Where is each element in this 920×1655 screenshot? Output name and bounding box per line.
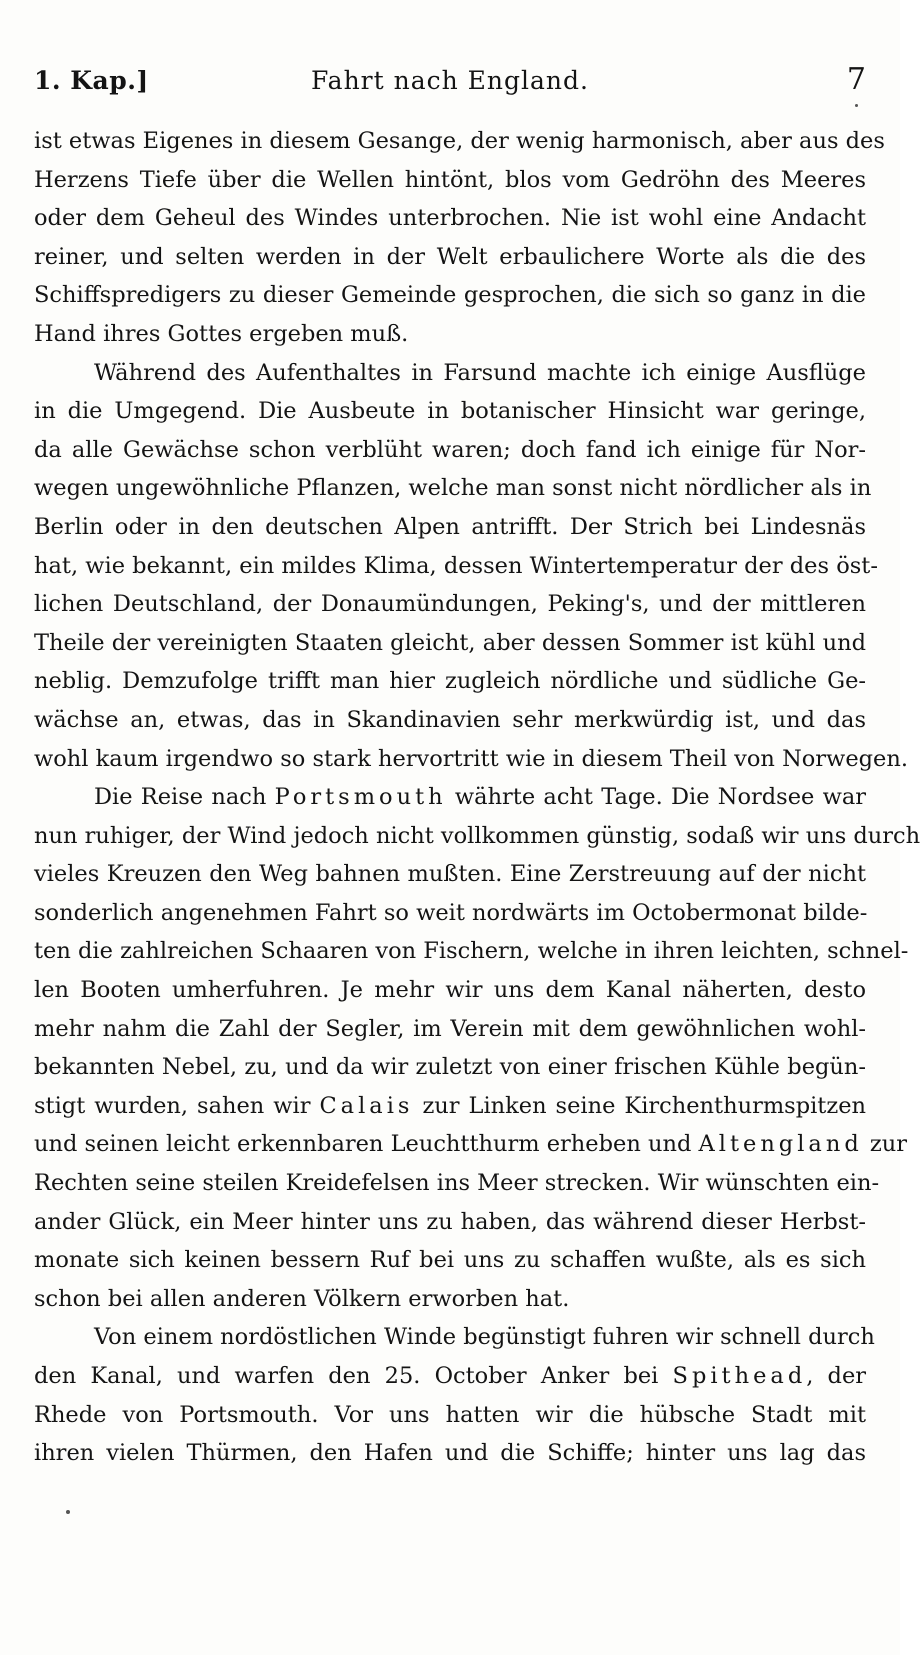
print-speck xyxy=(855,104,858,107)
text-segment: , der xyxy=(806,1363,867,1389)
text-line: bekannten Nebel, zu, und da wir zuletzt von einer frischen Kühle begün- xyxy=(34,1054,866,1081)
print-speck xyxy=(66,1510,70,1514)
body-text xyxy=(34,122,920,1473)
text-line: Von einem nordöstlichen Winde begünstigt fuhren wir schnell durch xyxy=(94,1324,875,1351)
text-line: wächse an, etwas, das in Skandinavien sehr merkwürdig ist, und das xyxy=(34,706,866,733)
page-number: 7 xyxy=(846,62,866,97)
spaced-place-name: Portsmouth xyxy=(274,784,447,811)
text-line: lichen Deutschland, der Donaumündungen, Peking's, und der mittleren xyxy=(34,591,866,618)
text-line xyxy=(34,778,866,817)
spaced-place-name: Calais xyxy=(319,1092,414,1119)
text-line: in die Umgegend. Die Ausbeute in botanischer Hinsicht war geringe, xyxy=(34,398,866,425)
text-line: schon bei allen anderen Völkern erworben hat. xyxy=(34,1285,570,1312)
text-line xyxy=(34,1087,866,1126)
text-line xyxy=(34,1357,866,1396)
text-line: ist etwas Eigenes in diesem Gesange, der wenig harmonisch, aber aus des xyxy=(34,128,885,154)
text-line: nun ruhiger, der Wind jedoch nicht vollkommen günstig, sodaß wir uns durch xyxy=(34,822,920,849)
spaced-place-name: Altengland xyxy=(698,1131,863,1158)
text-line xyxy=(34,1125,907,1164)
text-line: Hand ihres Gottes ergeben muß. xyxy=(34,320,409,347)
text-line: sonderlich angenehmen Fahrt so weit nordwärts im Octobermonat bilde- xyxy=(34,899,868,926)
text-line: ten die zahlreichen Schaaren von Fischern, welche in ihren leichten, schnel- xyxy=(34,938,909,965)
text-segment: den Kanal, und warfen den 25. October Anker bei xyxy=(34,1363,659,1389)
text-line: len Booten umherfuhren. Je mehr wir uns dem Kanal näherten, desto xyxy=(34,977,866,1004)
text-line: Während des Aufenthaltes in Farsund machte ich einige Ausflüge xyxy=(94,359,866,386)
text-segment: stigt wurden, sahen wir xyxy=(34,1092,311,1119)
text-line: Rechten seine steilen Kreidefelsen ins Meer strecken. Wir wünschten ein- xyxy=(34,1170,880,1197)
text-segment: und seinen leicht erkennbaren Leuchtthurm erheben und xyxy=(34,1131,692,1158)
text-line: wegen ungewöhnliche Pflanzen, welche man sonst nicht nördlicher als in xyxy=(34,475,872,502)
text-line: ander Glück, ein Meer hinter uns zu haben, das während dieser Herbst- xyxy=(34,1208,866,1235)
text-line: neblig. Demzufolge trifft man hier zugleich nördliche und südliche Ge- xyxy=(34,668,866,695)
text-line: Schiffspredigers zu dieser Gemeinde gesprochen, die sich so ganz in die xyxy=(34,282,866,309)
text-segment: währte acht Tage. Die Nordsee war xyxy=(454,784,867,811)
text-line: da alle Gewächse schon verblüht waren; doch fand ich einige für Nor- xyxy=(34,436,866,463)
text-segment: zur Linken seine Kirchenthurmspitzen xyxy=(422,1092,867,1119)
text-line: hat, wie bekannt, ein mildes Klima, dessen Wintertemperatur der des öst- xyxy=(34,552,878,579)
text-line: Berlin oder in den deutschen Alpen antrifft. Der Strich bei Lindesnäs xyxy=(34,513,866,540)
text-line: mehr nahm die Zahl der Segler, im Verein mit dem gewöhnlichen wohl- xyxy=(34,1015,866,1042)
running-head xyxy=(34,62,866,106)
text-line: monate sich keinen bessern Ruf bei uns zu schaffen wußte, als es sich xyxy=(34,1247,866,1274)
text-line: Rhede von Portsmouth. Vor uns hatten wir die hübsche Stadt mit xyxy=(34,1401,866,1428)
text-line: ihren vielen Thürmen, den Hafen und die Schiffe; hinter uns lag das xyxy=(34,1440,866,1467)
text-segment: Die Reise nach xyxy=(94,784,267,811)
text-line: Theile der vereinigten Staaten gleicht, aber dessen Sommer ist kühl und xyxy=(34,629,866,656)
text-line: oder dem Geheul des Windes unterbrochen. Nie ist wohl eine Andacht xyxy=(34,205,866,232)
chapter-label: 1. Kap.] xyxy=(34,66,149,95)
text-line: vieles Kreuzen den Weg bahnen mußten. Eine Zerstreuung auf der nicht xyxy=(34,861,866,888)
spaced-place-name: Spithead xyxy=(672,1363,807,1389)
text-line: wohl kaum irgendwo so stark hervortritt wie in diesem Theil von Norwegen. xyxy=(34,745,908,772)
text-line: Herzens Tiefe über die Wellen hintönt, blos vom Gedröhn des Meeres xyxy=(34,166,866,193)
text-segment: zur xyxy=(869,1131,907,1158)
text-line: reiner, und selten werden in der Welt erbaulichere Worte als die des xyxy=(34,243,866,270)
running-title: Fahrt nach England. xyxy=(311,66,589,95)
